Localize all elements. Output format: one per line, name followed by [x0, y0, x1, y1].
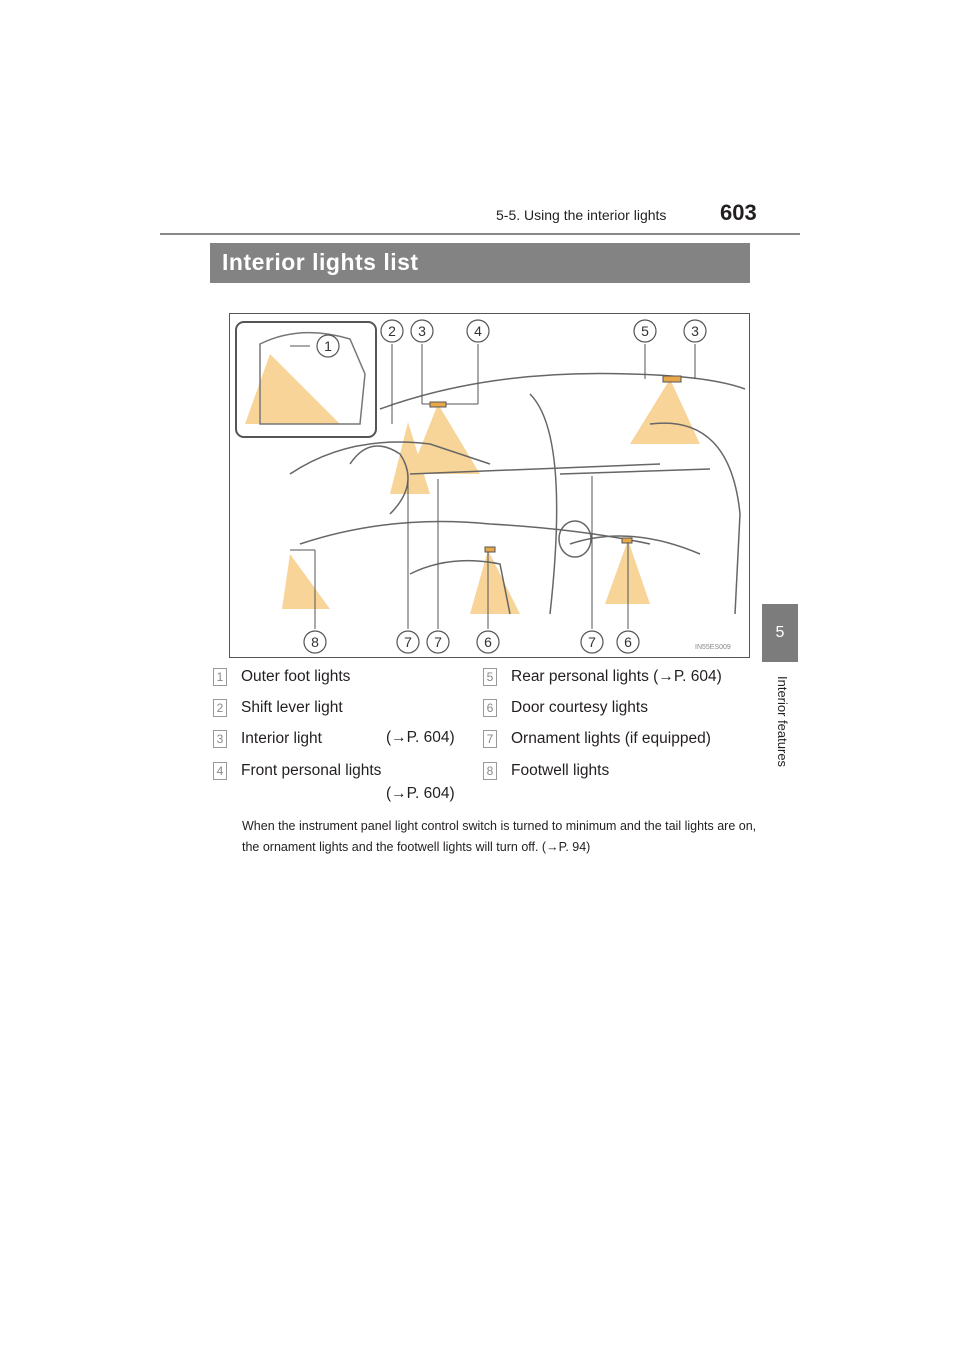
section-title-bar	[210, 243, 750, 283]
header-divider	[160, 233, 800, 235]
page-title: Interior lights list	[222, 249, 419, 275]
illustration-code: IN55ES009	[695, 644, 731, 651]
number-icon: 5	[483, 668, 497, 686]
callout-5: 5	[641, 323, 649, 339]
callout-3: 3	[418, 323, 426, 339]
number-icon: 6	[483, 699, 497, 717]
legend-item	[483, 697, 648, 719]
legend-item	[213, 666, 350, 688]
footnote: When the instrument panel light control switch is turned to minimum and the tail lights are on, the ornament lights and the footwell lights will turn off. (→P. 94)	[242, 819, 757, 854]
number-icon: 2	[213, 699, 227, 717]
callout-2: 2	[388, 323, 396, 339]
page-reference-link[interactable]: (→P. 604)	[386, 729, 455, 746]
legend-label: Interior light	[241, 730, 322, 747]
legend-item	[213, 728, 322, 750]
legend-item	[483, 728, 711, 750]
legend-item	[483, 760, 609, 782]
legend-label: Door courtesy lights	[511, 699, 648, 716]
page-reference-link[interactable]: (→P. 604)	[386, 785, 455, 802]
callout-8: 8	[311, 634, 319, 650]
page-number: 603	[720, 200, 757, 225]
legend-label: Footwell lights	[511, 762, 610, 779]
callout-1: 1	[324, 338, 332, 354]
legend-label: Ornament lights (if equipped)	[511, 730, 711, 747]
callout-7b: 7	[434, 634, 442, 650]
legend-label: Shift lever light	[241, 699, 343, 716]
number-icon: 3	[213, 730, 227, 748]
callout-4: 4	[474, 323, 482, 339]
legend-label: Outer foot lights	[241, 668, 351, 685]
legend-item	[213, 760, 381, 782]
number-icon: 1	[213, 668, 227, 686]
callout-3b: 3	[691, 323, 699, 339]
section-header: 5-5. Using the interior lights	[496, 207, 667, 223]
chapter-tab[interactable]: 5	[762, 604, 798, 662]
callout-6b: 6	[624, 634, 632, 650]
number-icon: 4	[213, 762, 227, 780]
interior-lights-illustration	[229, 313, 750, 658]
chapter-label: Interior features	[775, 676, 790, 768]
legend-label: Rear personal lights (→P. 604)	[511, 668, 722, 685]
number-icon: 7	[483, 730, 497, 748]
legend-label: Front personal lights	[241, 762, 382, 779]
callout-6a: 6	[484, 634, 492, 650]
legend-item	[483, 666, 722, 688]
legend-item	[213, 697, 343, 719]
callout-7c: 7	[588, 634, 596, 650]
number-icon: 8	[483, 762, 497, 780]
callout-7a: 7	[404, 634, 412, 650]
